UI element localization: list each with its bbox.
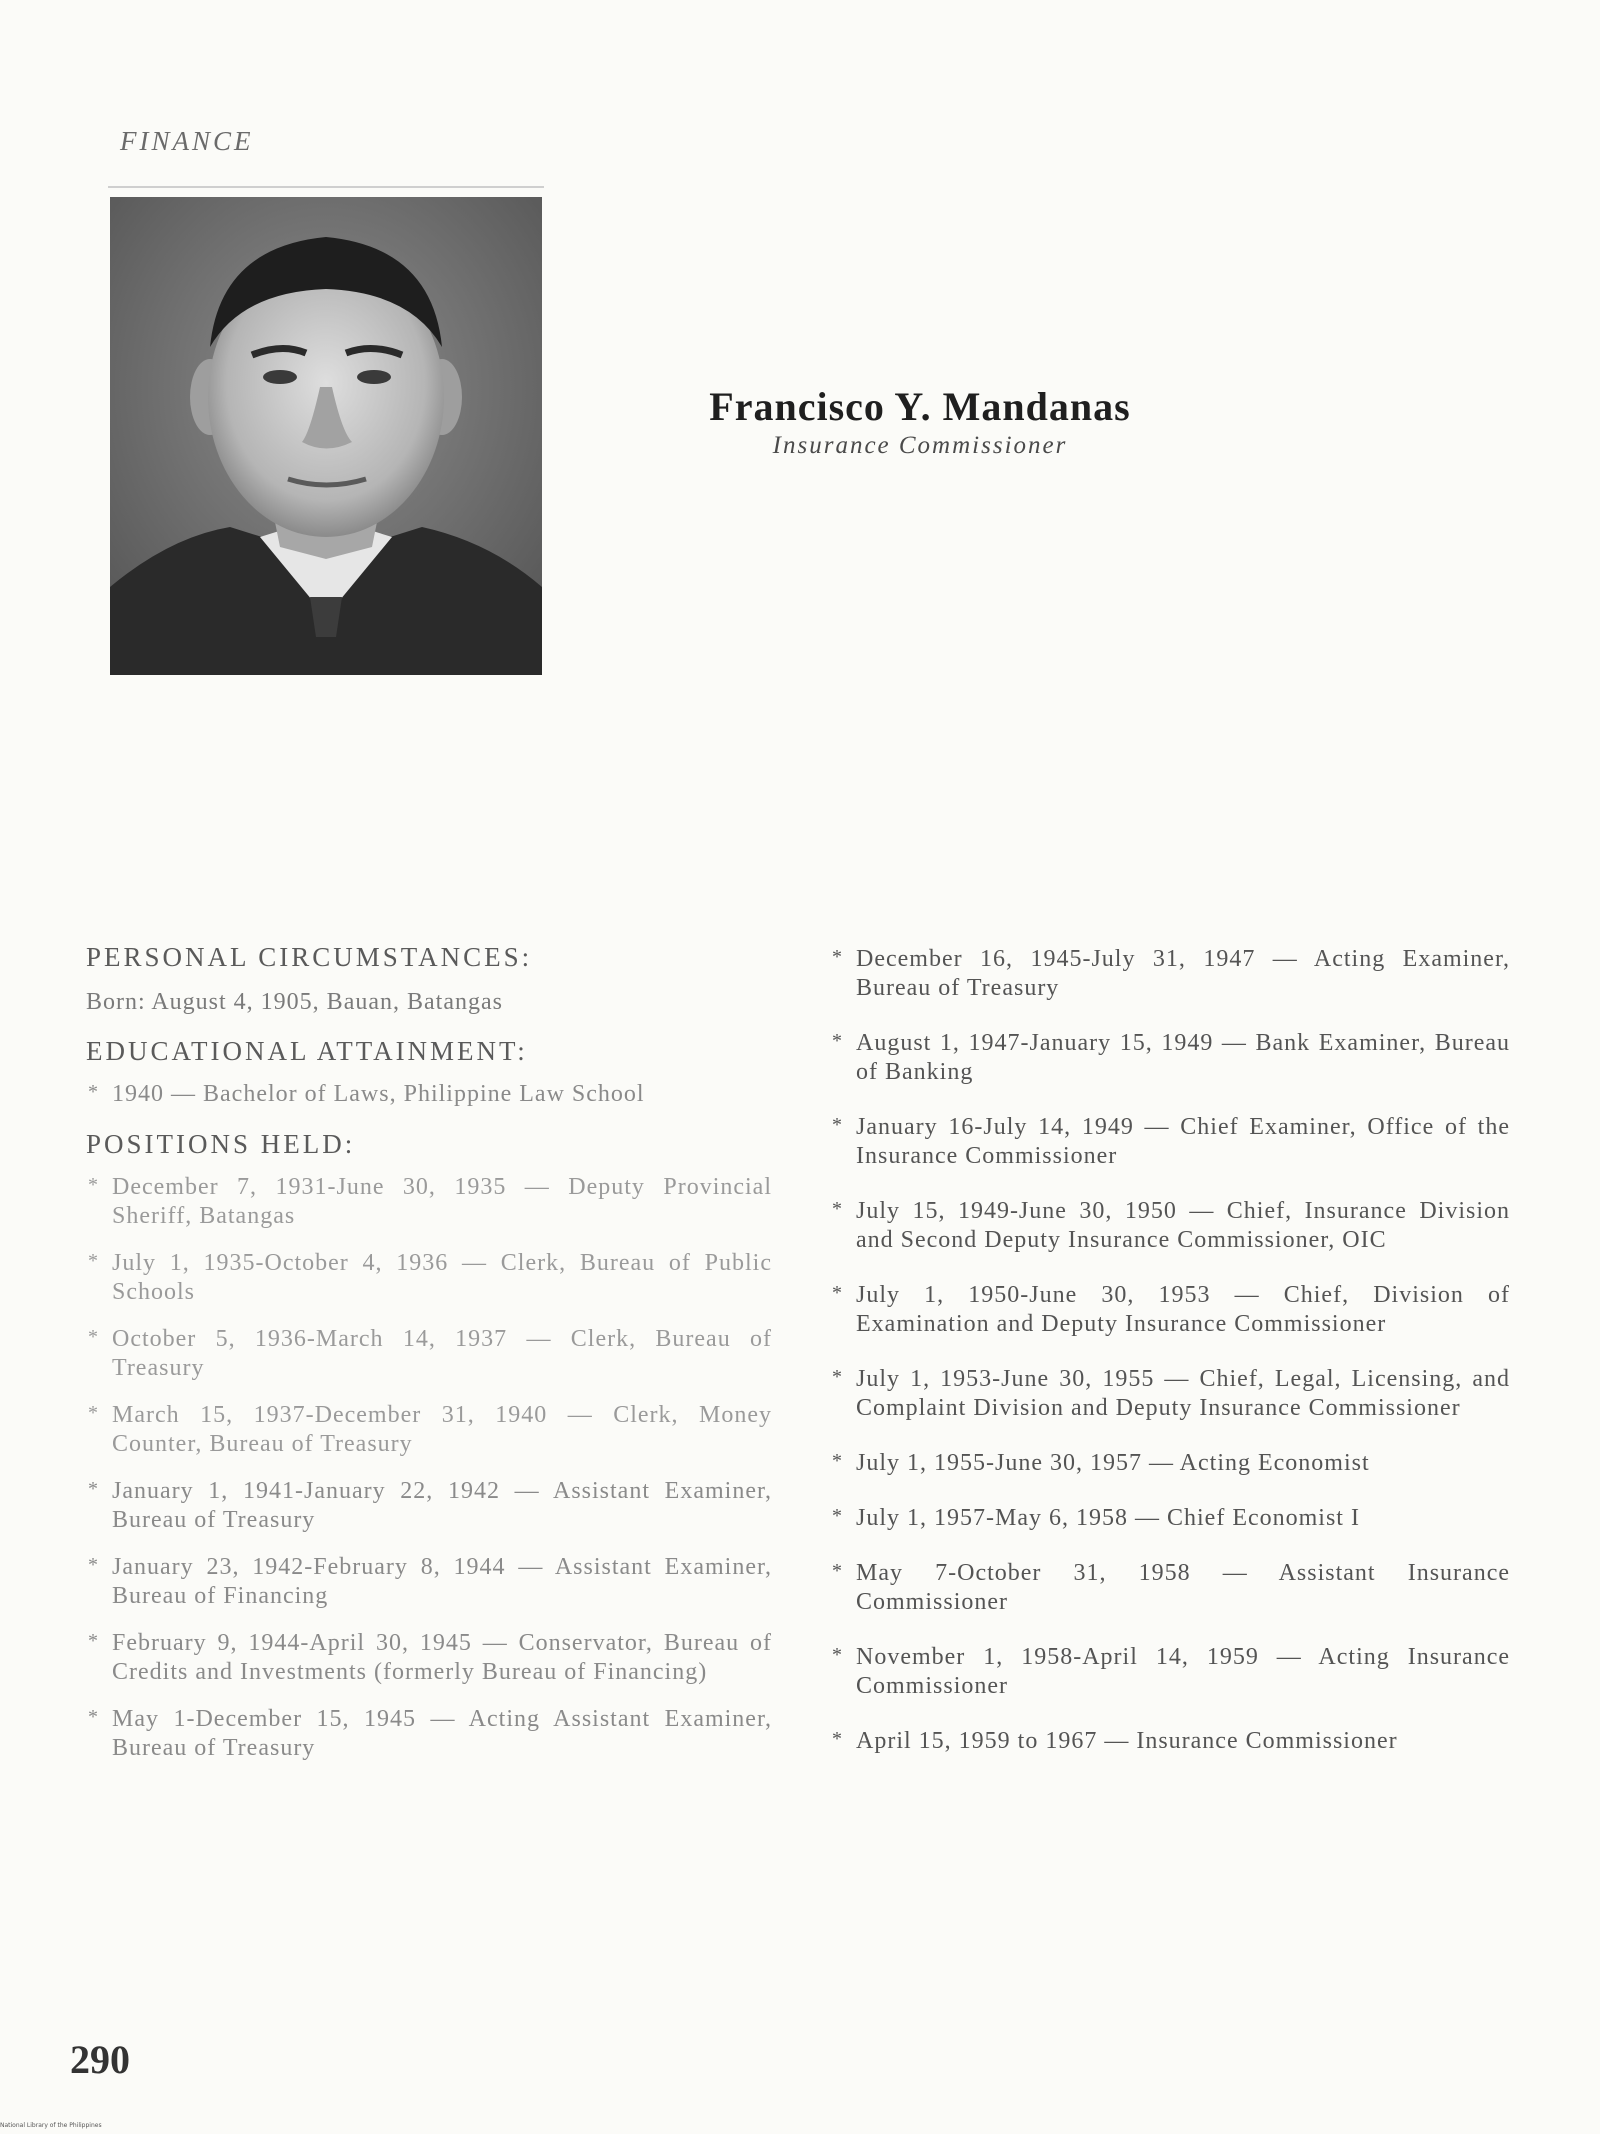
- position-item-text: January 16-July 14, 1949 — Chief Examiner, Office of the Insurance Commissioner: [856, 1114, 1510, 1169]
- position-item-text: January 1, 1941-January 22, 1942 — Assistant Examiner, Bureau of Treasury: [112, 1478, 772, 1533]
- person-title: Insurance Commissioner: [772, 432, 1068, 459]
- position-item: [830, 1365, 1510, 1423]
- position-item: [86, 1629, 772, 1687]
- bullet-mark: *: [832, 1030, 843, 1052]
- right-column: [830, 945, 1510, 1782]
- position-item-text: November 1, 1958-April 14, 1959 — Acting Insurance Commissioner: [856, 1644, 1510, 1699]
- section-label: FINANCE: [120, 126, 254, 156]
- bullet-mark: *: [832, 946, 843, 968]
- position-item: [86, 1325, 772, 1383]
- position-item-text: July 1, 1953-June 30, 1955 — Chief, Legal, Licensing, and Complaint Division and Deputy Insurance Commissioner: [856, 1366, 1510, 1421]
- position-item: [830, 1197, 1510, 1255]
- position-item: [86, 1705, 772, 1763]
- position-item: [830, 1643, 1510, 1701]
- position-item-text: January 23, 1942-February 8, 1944 — Assistant Examiner, Bureau of Financing: [112, 1554, 772, 1609]
- position-item-text: October 5, 1936-March 14, 1937 — Clerk, Bureau of Treasury: [112, 1326, 772, 1381]
- bullet-mark: *: [88, 1174, 99, 1196]
- education-heading: EDUCATIONAL ATTAINMENT:: [86, 1036, 528, 1066]
- education-item-text: 1940 — Bachelor of Laws, Philippine Law School: [112, 1081, 645, 1107]
- bullet-mark: *: [88, 1554, 99, 1576]
- position-item: [86, 1249, 772, 1307]
- photo-divider: [108, 186, 544, 188]
- position-item-text: December 7, 1931-June 30, 1935 — Deputy Provincial Sheriff, Batangas: [112, 1174, 772, 1229]
- position-item-text: February 9, 1944-April 30, 1945 — Conservator, Bureau of Credits and Investments (formerly Bureau of Financing): [112, 1630, 772, 1685]
- portrait-photo: [110, 197, 542, 675]
- position-item: [830, 1559, 1510, 1617]
- bullet-mark: *: [832, 1505, 843, 1527]
- bullet-mark: *: [832, 1282, 843, 1304]
- bullet-mark: *: [88, 1250, 99, 1272]
- bullet-mark: *: [88, 1326, 99, 1348]
- position-item-text: July 1, 1950-June 30, 1953 — Chief, Division of Examination and Deputy Insurance Commissioner: [856, 1282, 1510, 1337]
- position-item: [86, 1477, 772, 1535]
- archive-note: National Library of the Philippines: [0, 2122, 102, 2129]
- position-item: [830, 1504, 1510, 1533]
- position-item: [830, 1029, 1510, 1087]
- position-item: [830, 1727, 1510, 1756]
- bullet-mark: *: [88, 1081, 99, 1103]
- position-item-text: May 7-October 31, 1958 — Assistant Insurance Commissioner: [856, 1560, 1510, 1615]
- position-item: [86, 1173, 772, 1231]
- position-item-text: May 1-December 15, 1945 — Acting Assistant Examiner, Bureau of Treasury: [112, 1706, 772, 1761]
- position-item-text: April 15, 1959 to 1967 — Insurance Commissioner: [856, 1728, 1398, 1754]
- bullet-mark: *: [832, 1728, 843, 1750]
- position-item: [830, 1449, 1510, 1478]
- person-name: Francisco Y. Mandanas: [709, 384, 1131, 429]
- bullet-mark: *: [88, 1478, 99, 1500]
- birth-info: Born: August 4, 1905, Bauan, Batangas: [86, 989, 503, 1015]
- personal-heading: PERSONAL CIRCUMSTANCES:: [86, 942, 533, 972]
- left-column: [86, 940, 772, 1781]
- bullet-mark: *: [832, 1450, 843, 1472]
- profile-header: [640, 385, 1200, 463]
- position-item-text: August 1, 1947-January 15, 1949 — Bank Examiner, Bureau of Banking: [856, 1030, 1510, 1085]
- position-item: [86, 1553, 772, 1611]
- position-item-text: July 1, 1955-June 30, 1957 — Acting Economist: [856, 1450, 1370, 1476]
- bullet-mark: *: [832, 1560, 843, 1582]
- position-item: [830, 945, 1510, 1003]
- bullet-mark: *: [88, 1402, 99, 1424]
- bullet-mark: *: [832, 1198, 843, 1220]
- position-item-text: March 15, 1937-December 31, 1940 — Clerk, Money Counter, Bureau of Treasury: [112, 1402, 772, 1457]
- position-item-text: December 16, 1945-July 31, 1947 — Acting Examiner, Bureau of Treasury: [856, 946, 1510, 1001]
- position-item: [830, 1113, 1510, 1171]
- bullet-mark: *: [832, 1366, 843, 1388]
- education-item: [86, 1080, 772, 1109]
- position-item-text: July 1, 1957-May 6, 1958 — Chief Economist I: [856, 1505, 1360, 1531]
- position-item: [830, 1281, 1510, 1339]
- position-item-text: July 15, 1949-June 30, 1950 — Chief, Insurance Division and Second Deputy Insurance Commissioner, OIC: [856, 1198, 1510, 1253]
- bullet-mark: *: [88, 1630, 99, 1652]
- position-item: [86, 1401, 772, 1459]
- page-number: 290: [70, 2037, 130, 2082]
- bullet-mark: *: [832, 1644, 843, 1666]
- position-item-text: July 1, 1935-October 4, 1936 — Clerk, Bureau of Public Schools: [112, 1250, 772, 1305]
- positions-heading: POSITIONS HELD:: [86, 1129, 356, 1159]
- bullet-mark: *: [832, 1114, 843, 1136]
- bullet-mark: *: [88, 1706, 99, 1728]
